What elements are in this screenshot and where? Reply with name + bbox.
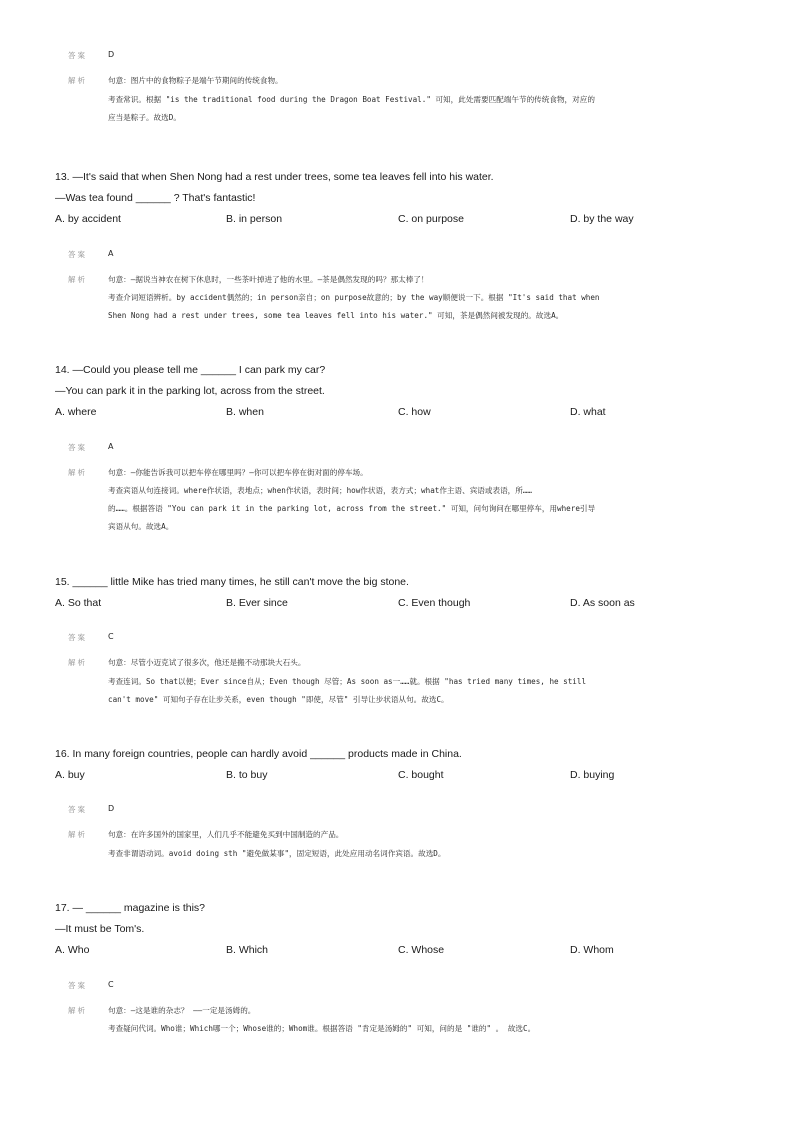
option-c: C. on purpose [398,213,464,225]
option-c: C. how [398,406,431,418]
question-text: 16. In many foreign countries, people can hardly avoid ______ products made in China. [55,748,462,760]
option-b: B. when [226,406,264,418]
answer-value: A [108,442,114,451]
option-a: A. by accident [55,213,121,225]
option-a: A. buy [55,769,85,781]
analysis-line: 句意：在许多国外的国家里，人们几乎不能避免买到中国制造的产品。 [108,830,344,839]
analysis-label: 解析 [68,275,87,284]
analysis-label: 解析 [68,1006,87,1015]
option-a: A. Who [55,944,90,956]
answer-label: 答案 [68,633,87,642]
analysis-line: 句意：—据说当神农在树下休息时，一些茶叶掉进了他的水里。—茶是偶然发现的吗？那太棒了！ [108,275,429,284]
option-d: D. Whom [570,944,614,956]
analysis-line: 句意：图片中的食物粽子是端午节期间的传统食物。 [108,76,283,85]
analysis-line: can't move" 可知句子存在让步关系，even though "即使，尽管" 引导让步状语从句。故选C。 [108,695,449,704]
option-d: D. buying [570,769,615,781]
analysis-label: 解析 [68,76,87,85]
option-b: B. Which [226,944,269,956]
analysis-line: 考查疑问代词。Who谁；Which哪一个；Whose谁的；Whom谁。根据答语 "肯定是汤姆的" 可知，问的是 "谁的" 。 故选C。 [108,1024,536,1033]
analysis-line: 考查非谓语动词。avoid doing sth "避免做某事"，固定短语，此处应用动名词作宾语。故选D。 [108,849,446,858]
answer-label: 答案 [68,250,87,259]
analysis-line: 句意：尽管小迈克试了很多次，他还是搬不动那块大石头。 [108,658,306,667]
analysis-line: 句意：—这是谁的杂志？ ——一定是汤姆的。 [108,1006,256,1015]
analysis-line: 的……。根据答语 "You can park it in the parking lot, across from the street." 可知，问句询问在哪里停车，用where引导 [108,504,596,513]
option-b: B. Ever since [226,597,288,609]
option-d: D. As soon as [570,597,635,609]
question-text: —It must be Tom's. [55,923,145,935]
question-text: 15. ______ little Mike has tried many times, he still can't move the big stone. [55,576,409,588]
analysis-line: 考查宾语从句连接词。where作状语，表地点；when作状语，表时间；how作状语，表方式；what作主语、宾语或表语，所…… [108,486,533,495]
option-c: C. bought [398,769,444,781]
option-c: C. Even though [398,597,471,609]
option-c: C. Whose [398,944,445,956]
option-d: D. by the way [570,213,634,225]
option-d: D. what [570,406,606,418]
answer-value: D [108,50,115,59]
answer-value: D [108,804,115,813]
option-b: B. to buy [226,769,268,781]
analysis-line: 考查介词短语辨析。by accident偶然的；in person亲自；on purpose故意的；by the way顺便说一下。根据 "It's said that when [108,293,600,302]
analysis-line: 句意：—你能告诉我可以把车停在哪里吗？—你可以把车停在街对面的停车场。 [108,468,368,477]
analysis-line: 考查常识。根据 "is the traditional food during the Dragon Boat Festival." 可知，此处需要匹配端午节的传统食物，对应的 [108,95,595,104]
question-text: 14. —Could you please tell me ______ I can park my car? [55,364,326,376]
analysis-label: 解析 [68,658,87,667]
analysis-label: 解析 [68,468,87,477]
analysis-line: 考查连词。So that以便；Ever since自从；Even though 尽管；As soon as一……就。根据 "has tried many times, he still [108,677,587,686]
answer-label: 答案 [68,51,87,60]
answer-value: C [108,980,114,989]
option-b: B. in person [226,213,283,225]
answer-value: C [108,632,114,641]
analysis-line: 宾语从句。故选A。 [108,522,174,531]
option-a: A. where [55,406,97,418]
option-a: A. So that [55,597,102,609]
answer-label: 答案 [68,805,87,814]
question-text: —Was tea found ______ ? That's fantastic! [55,192,256,204]
answer-label: 答案 [68,981,87,990]
question-text: 17. — ______ magazine is this? [55,902,206,914]
answer-value: A [108,249,114,258]
analysis-line: Shen Nong had a rest under trees, some tea leaves fell into his water." 可知，茶是偶然间被发现的。故选A。 [108,311,564,320]
question-text: 13. —It's said that when Shen Nong had a rest under trees, some tea leaves fell into his water. [55,171,494,183]
answer-label: 答案 [68,443,87,452]
analysis-label: 解析 [68,830,87,839]
analysis-line: 应当是粽子。故选D。 [108,113,181,122]
question-text: —You can park it in the parking lot, across from the street. [55,385,325,397]
